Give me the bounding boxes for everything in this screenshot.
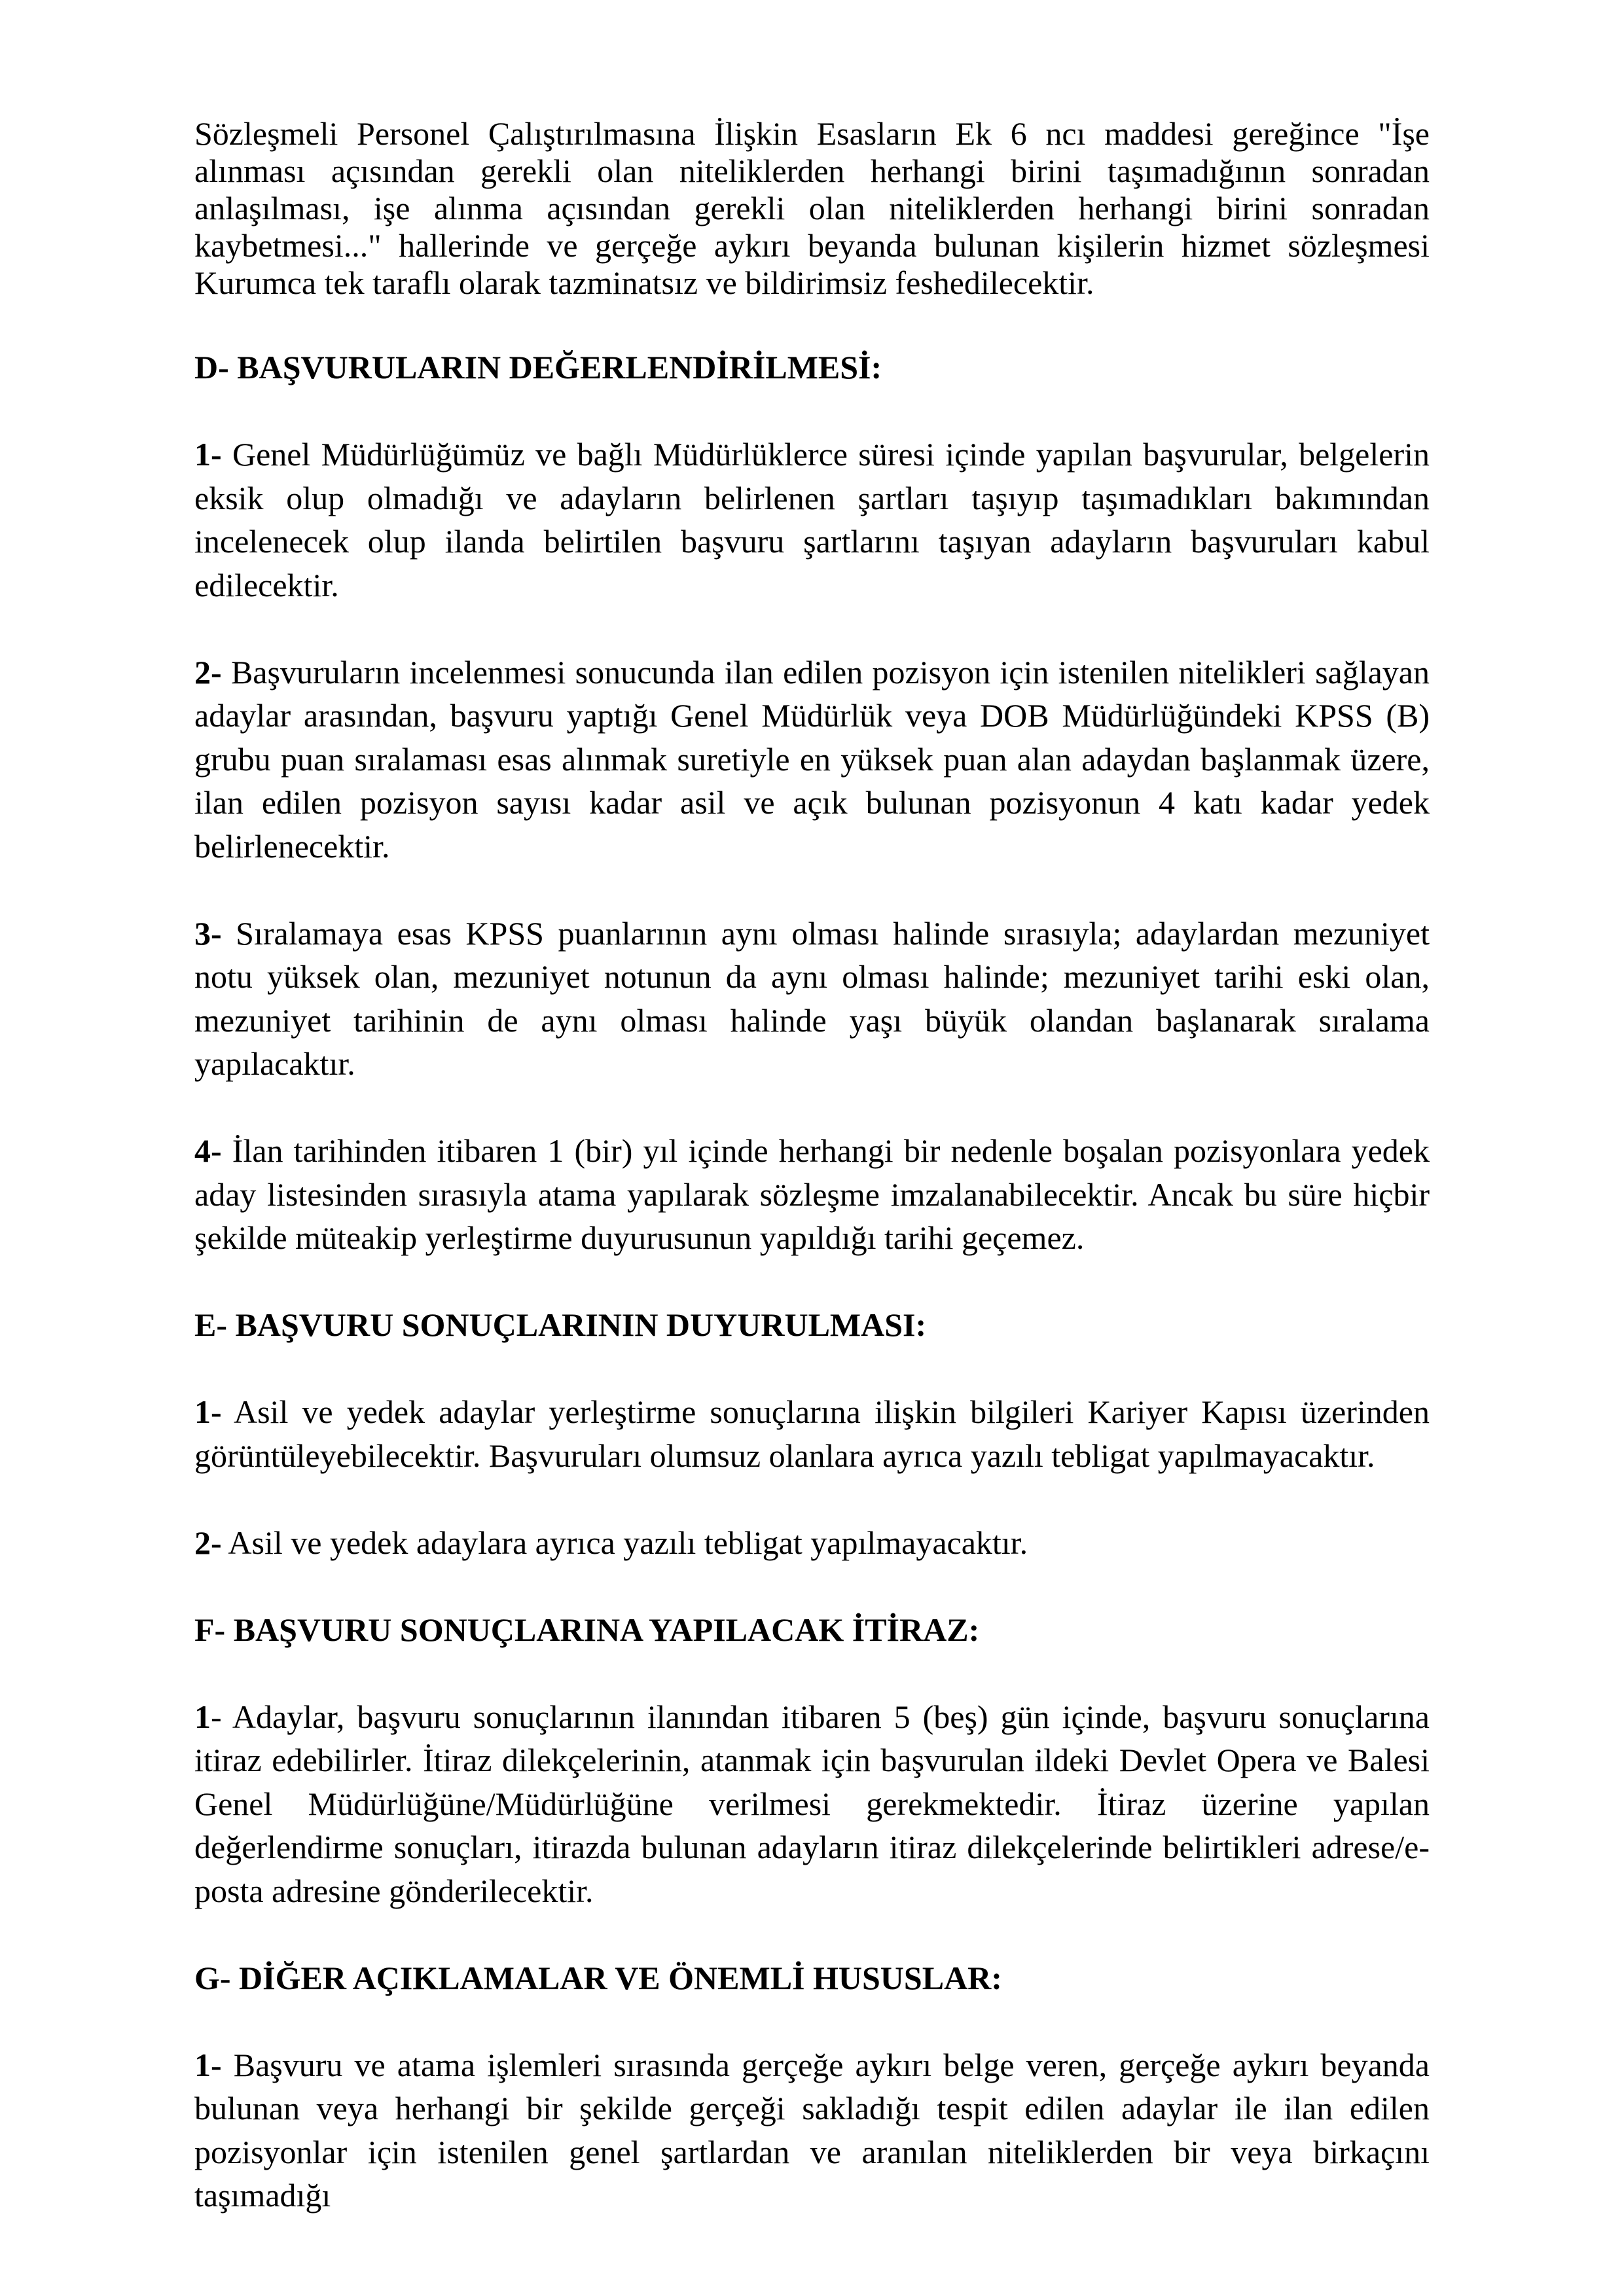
item-number-dash: - [211, 2046, 222, 2083]
item-number [194, 1132, 222, 1169]
section-d [194, 346, 1430, 1260]
item-text: Adaylar, başvuru sonuçlarının ilanından itibaren 5 (beş) gün içinde, başvuru sonuçlarına itiraz edebilirler. İtiraz dilekçelerinin, atanmak için başvurulan ildeki Devlet Opera ve Balesi Genel Müdürlüğüne/Müdürlüğüne verilmesi gerekmektedir. İtiraz üzerine yapılan değerlendirme sonuçları, itirazda bulunan adayların itiraz dilekçelerinde belirtikleri adrese/e-posta adresine gönderilecektir. [194, 1698, 1430, 1909]
section-heading: F- BAŞVURU SONUÇLARINA YAPILACAK İTİRAZ: [194, 1611, 980, 1648]
item-text: Sıralamaya esas KPSS puanlarının aynı olması halinde sırasıyla; adaylardan mezuniyet notu yüksek olan, mezuniyet notunun da aynı olması halinde; mezuniyet tarihi eski olan, mezuniyet tarihinin de aynı olması halinde yaşı büyük olandan başlanarak sıralama yapılacaktır. [194, 914, 1430, 1082]
item-number-digit: 3 [194, 914, 211, 952]
section-heading: D- BAŞVURULARIN DEĞERLENDİRİLMESİ: [194, 349, 882, 386]
item-number [194, 1393, 222, 1430]
item-number-digit: 1 [194, 436, 211, 473]
item-number-digit: 1 [194, 1393, 211, 1430]
list-item [194, 1129, 1430, 1260]
list-item [194, 912, 1430, 1086]
list-item [194, 1390, 1430, 1477]
list-item [194, 433, 1430, 607]
item-number-digit: 2 [194, 1524, 211, 1561]
item-number-dash: - [211, 1393, 222, 1430]
item-number-dash: - [211, 653, 222, 691]
section-heading: G- DİĞER AÇIKLAMALAR VE ÖNEMLİ HUSUSLAR: [194, 1959, 1002, 1996]
item-number [194, 1524, 222, 1561]
item-number-dash: - [211, 1132, 222, 1169]
item-number-digit: 4 [194, 1132, 211, 1169]
item-number-dash: - [211, 436, 222, 473]
item-text: Asil ve yedek adaylar yerleştirme sonuçlarına ilişkin bilgileri Kariyer Kapısı üzerinden görüntüleyebilecektir. Başvuruları olumsuz olanlara ayrıca yazılı tebligat yapılmayacaktır. [194, 1393, 1430, 1474]
item-number [194, 2047, 222, 2083]
list-item [194, 651, 1430, 869]
list-item [194, 2043, 1430, 2217]
item-number-digit: 2 [194, 653, 211, 691]
item-number [194, 915, 222, 952]
item-text: Başvuruların incelenmesi sonucunda ilan edilen pozisyon için istenilen nitelikleri sağlayan adaylar arasından, başvuru yaptığı Genel Müdürlük veya DOB Müdürlüğündeki KPSS (B) grubu puan sıralaması esas alınmak suretiyle en yüksek puan alan adaydan başlanmak üzere, ilan edilen pozisyon sayısı kadar asil ve açık bulunan pozisyonun 4 katı kadar yedek belirlenecektir. [194, 653, 1430, 865]
list-item [194, 1521, 1430, 1565]
item-text: Genel Müdürlüğümüz ve bağlı Müdürlüklerce süresi içinde yapılan başvurular, belgelerin eksik olup olmadığı ve adayların belirlenen şartları taşıyıp taşımadıkları bakımından incelenecek olup ilanda belirtilen başvuru şartlarını taşıyan adayların başvuruları kabul edilecektir. [194, 436, 1430, 603]
item-number [194, 654, 222, 691]
intro-paragraph: Sözleşmeli Personel Çalıştırılmasına İlişkin Esasların Ek 6 ncı maddesi gereğince "İşe alınması açısından gerekli olan niteliklerden herhangi birini taşımadığının sonradan anlaşılması, işe alınma açısından gerekli olan niteliklerden herhangi birini sonradan kaybetmesi..." hallerinde ve gerçeğe aykırı beyanda bulunan kişilerin hizmet sözleşmesi Kurumca tek taraflı olarak tazminatsız ve bildirimsiz feshedilecektir. [194, 115, 1430, 301]
item-number-dash: - [211, 914, 222, 952]
section-e [194, 1303, 1430, 1564]
item-number-digit: 1 [194, 1698, 211, 1735]
section-f [194, 1608, 1430, 1913]
item-number-dash: - [211, 1698, 222, 1735]
item-number-digit: 1 [194, 2046, 211, 2083]
section-heading: E- BAŞVURU SONUÇLARININ DUYURULMASI: [194, 1306, 927, 1343]
item-number [194, 436, 222, 473]
item-text: Asil ve yedek adaylara ayrıca yazılı tebligat yapılmayacaktır. [221, 1524, 1028, 1561]
item-text: İlan tarihinden itibaren 1 (bir) yıl içinde herhangi bir nedenle boşalan pozisyonlara yedek aday listesinden sırasıyla atama yapılarak sözleşme imzalanabilecektir. Ancak bu süre hiçbir şekilde müteakip yerleştirme duyurusunun yapıldığı tarihi geçemez. [194, 1132, 1430, 1256]
list-item [194, 1695, 1430, 1913]
section-g [194, 1956, 1430, 2217]
item-number-dash: - [211, 1524, 222, 1561]
item-text: Başvuru ve atama işlemleri sırasında gerçeğe aykırı belge veren, gerçeğe aykırı beyanda bulunan veya herhangi bir şekilde gerçeği sakladığı tespit edilen adaylar ile ilan edilen pozisyonlar için istenilen genel şartlardan ve aranılan niteliklerden bir veya birkaçını taşımadığı [194, 2046, 1430, 2214]
item-number [194, 1698, 222, 1735]
document-page [194, 115, 1430, 2261]
